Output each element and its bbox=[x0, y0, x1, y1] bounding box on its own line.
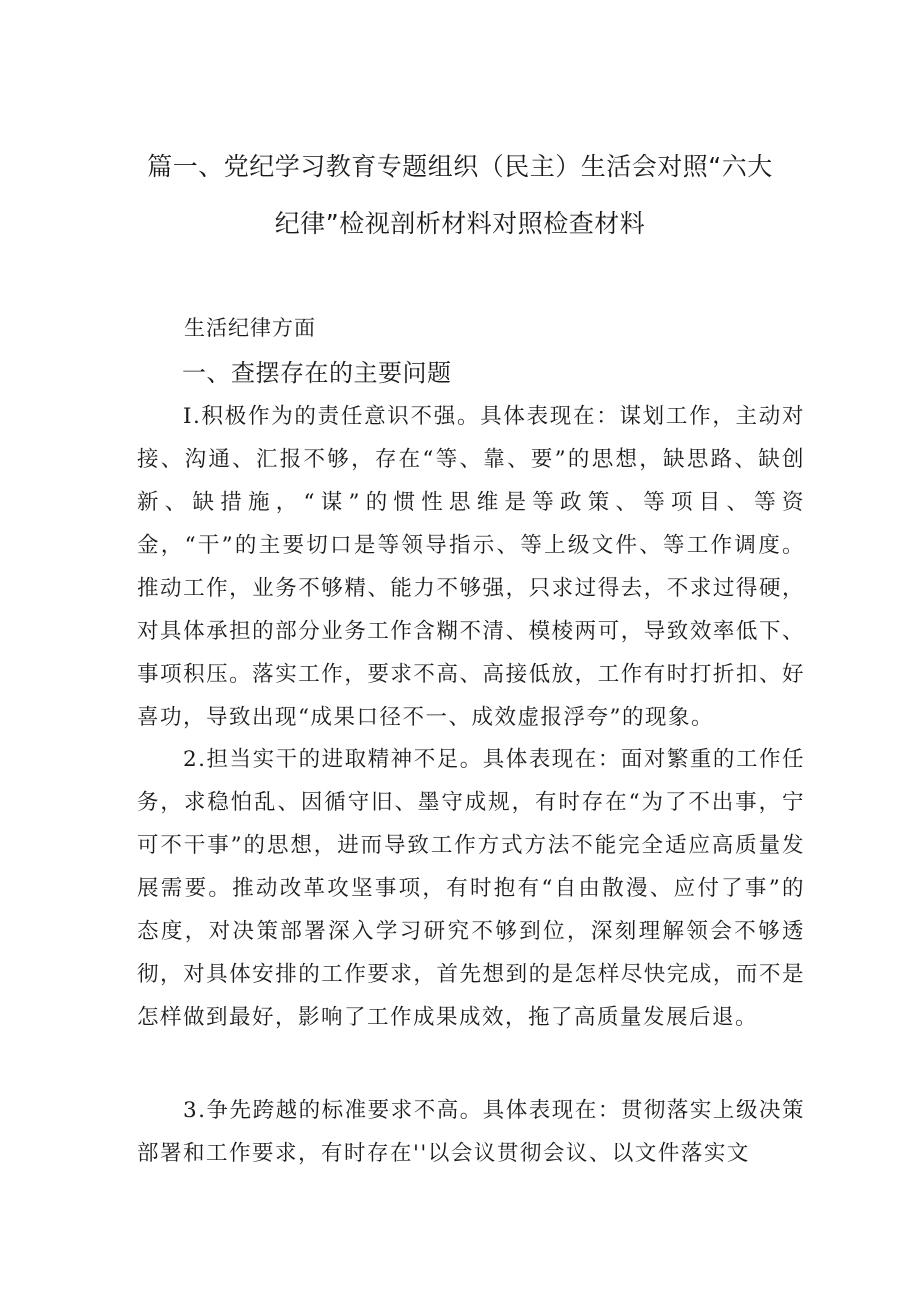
document-title-line-2: 纪律”检视剖析材料对照检查材料 bbox=[274, 209, 646, 238]
section-heading: 一、查摆存在的主要问题 bbox=[182, 359, 452, 387]
section-label: 生活纪律方面 bbox=[184, 316, 316, 340]
paragraph-2: 2.担当实干的进取精神不足。具体表现在：面对繁重的工作任务，求稳怕乱、因循守旧、墨守成规，有时存在“为了不出事，宁可不干事”的思想，进而导致工作方式方法不能完全适应高质量发展需要。推动改革攻坚事项，有时抱有“自由散漫、应付了事”的态度，对决策部署深入学习研究不够到位，深刻理解领会不够透彻，对具体安排的工作要求，首先想到的是怎样尽快完成，而不是怎样做到最好，影响了工作成果成效，拖了高质量发展后退。 bbox=[137, 747, 805, 1030]
paragraph-1: I.积极作为的责任意识不强。具体表现在：谋划工作，主动对接、沟通、汇报不够，存在“等、靠、要”的思想，缺思路、缺创新、缺措施，“谋”的惯性思维是等政策、等项目、等资金，“干”的主要切口是等领导指示、等上级文件、等工作调度。推动工作，业务不够精、能力不够强，只求过得去，不求过得硬，对具体承担的部分业务工作含糊不清、模棱两可，导致效率低下、事项积压。落实工作，要求不高、高接低放，工作有时打折扣、好喜功，导致出现“成果口径不一、成效虚报浮夸”的现象。 bbox=[137, 404, 805, 730]
paragraph-3: 3.争先跨越的标准要求不高。具体表现在：贯彻落实上级决策部署和工作要求，有时存在''以会议贯彻会议、以文件落实文 bbox=[137, 1098, 805, 1166]
document-title-line-1: 篇一、党纪学习教育专题组织（民主）生活会对照“六大 bbox=[147, 152, 773, 181]
